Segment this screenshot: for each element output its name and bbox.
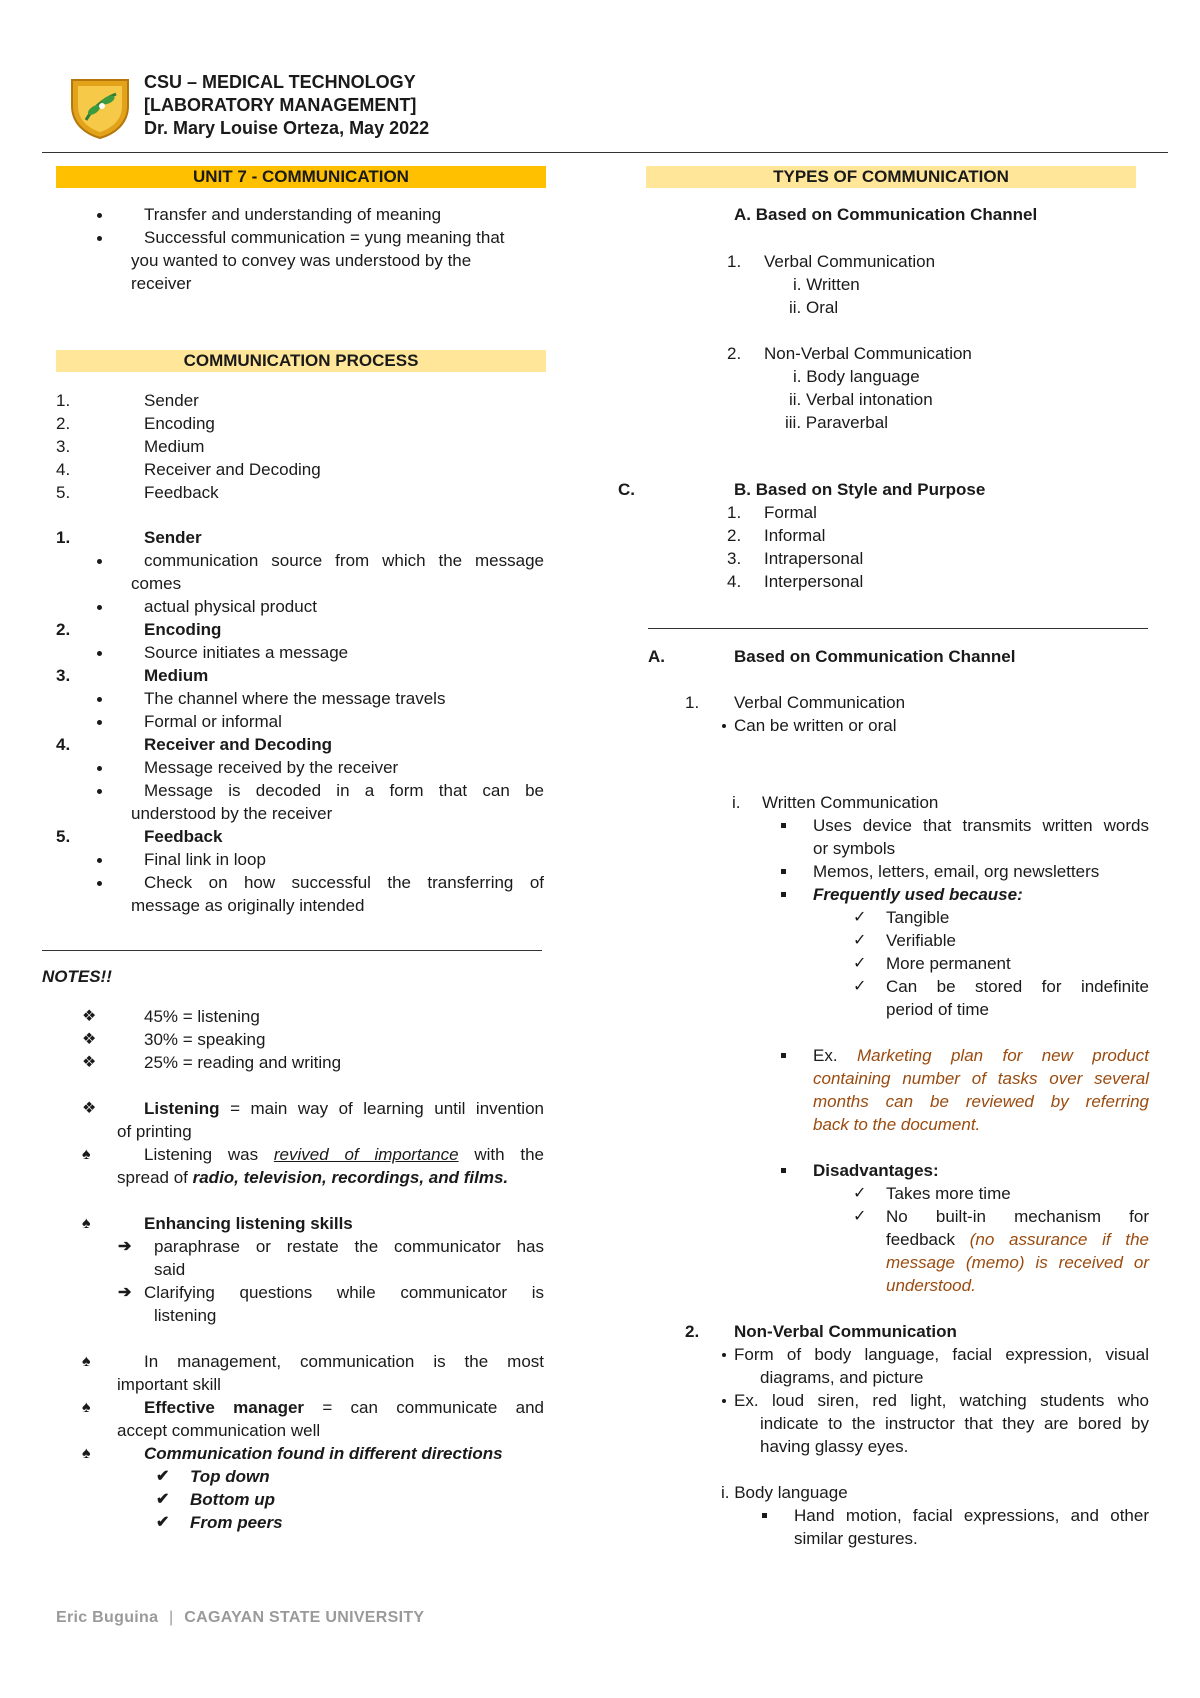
detail-text: understood by the receiver [131, 804, 333, 823]
detail-text: indicate to the instructor that they are bored by [760, 1414, 1149, 1433]
footer-separator: | [169, 1609, 174, 1626]
note-stat: 30% = speaking [144, 1030, 266, 1049]
checklist-item: understood. [886, 1276, 976, 1295]
checklist-item: More permanent [886, 954, 1011, 973]
list-number: 4. [56, 460, 71, 479]
list-number: 2. [727, 344, 742, 363]
process-heading: COMMUNICATION PROCESS [56, 350, 546, 372]
detail-text: diagrams, and picture [760, 1368, 924, 1387]
diamond-bullet-icon: ❖ [82, 1008, 97, 1025]
sub-heading: i. Body language [721, 1483, 848, 1502]
diamond-bullet-icon: ❖ [82, 1100, 97, 1117]
detail-number: 1. [56, 528, 71, 547]
bullet-icon [97, 213, 102, 218]
header-divider [42, 152, 1168, 153]
note-text: Listening was revived of importance with the [144, 1145, 544, 1164]
list-number: 1. [56, 391, 71, 410]
detail-text: Formal or informal [144, 712, 282, 731]
check-icon: ✔ [156, 1514, 170, 1531]
sub-item: ii. Verbal intonation [789, 390, 933, 409]
list-number: 2. [685, 1322, 700, 1341]
detail-text: Final link in loop [144, 850, 266, 869]
detail-heading: Frequently used because: [813, 885, 1023, 904]
intro-text: you wanted to convey was understood by the [131, 251, 472, 270]
checklist-item: feedback (no assurance if the [886, 1230, 1149, 1249]
arrow-bullet-icon: ➔ [118, 1284, 132, 1301]
direction-item: Bottom up [190, 1490, 275, 1509]
bullet-icon [97, 881, 102, 886]
bullet-icon [97, 236, 102, 241]
diamond-bullet-icon: ❖ [82, 1054, 97, 1071]
note-text: accept communication well [117, 1421, 321, 1440]
square-bullet-icon [781, 869, 786, 874]
square-bullet-icon [781, 892, 786, 897]
checklist-item: Can be stored for indefinite [886, 977, 1149, 996]
list-number: 2. [727, 526, 742, 545]
check-icon: ✓ [853, 1185, 867, 1202]
detail-heading: Feedback [144, 827, 223, 846]
list-number: 5. [56, 483, 71, 502]
bullet-icon [97, 559, 102, 564]
footer-school: CAGAYAN STATE UNIVERSITY [184, 1609, 425, 1626]
bullet-icon [97, 766, 102, 771]
detail-text: Check on how successful the transferring of [144, 873, 544, 892]
detail-heading: Encoding [144, 620, 222, 639]
detail-text: Can be written or oral [734, 716, 897, 735]
example-text: containing number of tasks over several [813, 1069, 1149, 1088]
section-title: Based on Communication Channel [734, 647, 1016, 666]
header-subject: [LABORATORY MANAGEMENT] [144, 95, 417, 115]
list-item: Informal [764, 526, 826, 545]
bullet-icon [722, 1353, 726, 1357]
note-text: of printing [117, 1122, 192, 1141]
detail-text: Form of body language, facial expression, visual [734, 1345, 1149, 1364]
note-text: said [154, 1260, 186, 1279]
bullet-icon [97, 697, 102, 702]
list-number: 3. [56, 437, 71, 456]
list-number: 2. [56, 414, 71, 433]
detail-text: Uses device that transmits written words [813, 816, 1149, 835]
page-footer [56, 1609, 424, 1627]
detail-text: actual physical product [144, 597, 317, 616]
list-number: 1. [685, 693, 700, 712]
check-icon: ✓ [853, 1208, 867, 1225]
spade-bullet-icon: ♠ [82, 1146, 91, 1163]
sub-item: i. Body language [793, 367, 920, 386]
checklist-item: No built-in mechanism for [886, 1207, 1149, 1226]
section-divider [648, 628, 1148, 629]
spade-bullet-icon: ♠ [82, 1215, 91, 1232]
detail-text: similar gestures. [794, 1529, 918, 1548]
list-item: Formal [764, 503, 817, 522]
detail-text: Message received by the receiver [144, 758, 399, 777]
detail-text: Ex. loud siren, red light, watching students who [734, 1391, 1149, 1410]
detail-number: 4. [56, 735, 71, 754]
detail-heading: Sender [144, 528, 202, 547]
list-number: 4. [727, 572, 742, 591]
list-item: Medium [144, 437, 205, 456]
list-item: Feedback [144, 483, 219, 502]
section-letter: A. [648, 647, 665, 666]
spade-bullet-icon: ♠ [82, 1399, 91, 1416]
intro-text: Successful communication = yung meaning that [144, 228, 505, 247]
footer-author: Eric Buguina [56, 1609, 159, 1626]
list-item: Intrapersonal [764, 549, 864, 568]
note-text: In management, communication is the most [144, 1352, 544, 1371]
diamond-bullet-icon: ❖ [82, 1031, 97, 1048]
detail-text: The channel where the message travels [144, 689, 446, 708]
notes-title: NOTES!! [42, 967, 112, 986]
arrow-bullet-icon: ➔ [118, 1238, 132, 1255]
note-text: Effective manager = can communicate and [144, 1398, 544, 1417]
example-text: back to the document. [813, 1115, 981, 1134]
intro-text: Transfer and understanding of meaning [144, 205, 442, 224]
note-text: listening [154, 1306, 217, 1325]
direction-item: Top down [190, 1467, 270, 1486]
detail-text: Source initiates a message [144, 643, 349, 662]
note-text: paraphrase or restate the communicator has [154, 1237, 544, 1256]
checklist-item: Takes more time [886, 1184, 1011, 1203]
checklist-item: Tangible [886, 908, 950, 927]
section-divider [42, 950, 542, 951]
checklist-item: Verifiable [886, 931, 956, 950]
detail-text: communication source from which the message [144, 551, 544, 570]
note-text: spread of radio, television, recordings, and films. [117, 1168, 509, 1187]
sub-item: iii. Paraverbal [785, 413, 888, 432]
detail-number: 2. [56, 620, 71, 639]
list-number: 1. [727, 503, 742, 522]
list-item: Verbal Communication [734, 693, 906, 712]
direction-item: From peers [190, 1513, 283, 1532]
detail-text: comes [131, 574, 182, 593]
bullet-icon [97, 789, 102, 794]
header-author: Dr. Mary Louise Orteza, May 2022 [144, 118, 430, 138]
detail-text: Memos, letters, email, org newsletters [813, 862, 1100, 881]
bullet-icon [722, 724, 726, 728]
sub-heading: Written Communication [762, 793, 939, 812]
list-item: Receiver and Decoding [144, 460, 321, 479]
list-item: Interpersonal [764, 572, 864, 591]
sub-item: ii. Oral [789, 298, 839, 317]
bullet-icon [97, 858, 102, 863]
example-text: Ex. Marketing plan for new product [813, 1046, 1149, 1065]
detail-number: 5. [56, 827, 71, 846]
note-text: Clarifying questions while communicator is [144, 1283, 544, 1302]
header-course: CSU – MEDICAL TECHNOLOGY [144, 72, 416, 92]
unit-heading: UNIT 7 - COMMUNICATION [56, 166, 546, 188]
note-stat: 25% = reading and writing [144, 1053, 342, 1072]
type-heading-b: B. Based on Style and Purpose [734, 480, 986, 499]
detail-text: message as originally intended [131, 896, 365, 915]
detail-text: or symbols [813, 839, 896, 858]
university-logo [68, 76, 132, 140]
spade-bullet-icon: ♠ [82, 1353, 91, 1370]
square-bullet-icon [762, 1513, 767, 1518]
checklist-item: message (memo) is received or [886, 1253, 1149, 1272]
list-item: Non-Verbal Communication [764, 344, 972, 363]
check-icon: ✓ [853, 955, 867, 972]
detail-heading: Disadvantages: [813, 1161, 939, 1180]
checklist-item: period of time [886, 1000, 989, 1019]
square-bullet-icon [781, 1053, 786, 1058]
example-text: months can be reviewed by referring [813, 1092, 1149, 1111]
note-stat: 45% = listening [144, 1007, 260, 1026]
list-item: Sender [144, 391, 199, 410]
list-number: 3. [727, 549, 742, 568]
check-icon: ✓ [853, 909, 867, 926]
sub-item: i. Written [793, 275, 860, 294]
bullet-icon [97, 651, 102, 656]
check-icon: ✔ [156, 1468, 170, 1485]
detail-heading: Medium [144, 666, 209, 685]
detail-text: having glassy eyes. [760, 1437, 909, 1456]
note-heading: Communication found in different directions [144, 1444, 503, 1463]
note-text: important skill [117, 1375, 221, 1394]
bullet-icon [97, 605, 102, 610]
detail-heading: Receiver and Decoding [144, 735, 333, 754]
detail-text: Message is decoded in a form that can be [144, 781, 544, 800]
section-letter: C. [618, 480, 635, 499]
list-item: Verbal Communication [764, 252, 936, 271]
list-number: 1. [727, 252, 742, 271]
bullet-icon [97, 720, 102, 725]
type-heading-a: A. Based on Communication Channel [734, 205, 1038, 224]
types-heading: TYPES OF COMMUNICATION [646, 166, 1136, 188]
list-number: i. [732, 793, 741, 812]
square-bullet-icon [781, 823, 786, 828]
square-bullet-icon [781, 1168, 786, 1173]
check-icon: ✓ [853, 932, 867, 949]
list-item: Encoding [144, 414, 215, 433]
intro-text: receiver [131, 274, 192, 293]
detail-number: 3. [56, 666, 71, 685]
check-icon: ✓ [853, 978, 867, 995]
sub-heading: Non-Verbal Communication [734, 1322, 957, 1341]
bullet-icon [722, 1399, 726, 1403]
check-icon: ✔ [156, 1491, 170, 1508]
detail-text: Hand motion, facial expressions, and other [794, 1506, 1149, 1525]
note-heading: Enhancing listening skills [144, 1214, 353, 1233]
spade-bullet-icon: ♠ [82, 1445, 91, 1462]
note-text: Listening = main way of learning until invention [144, 1099, 544, 1118]
